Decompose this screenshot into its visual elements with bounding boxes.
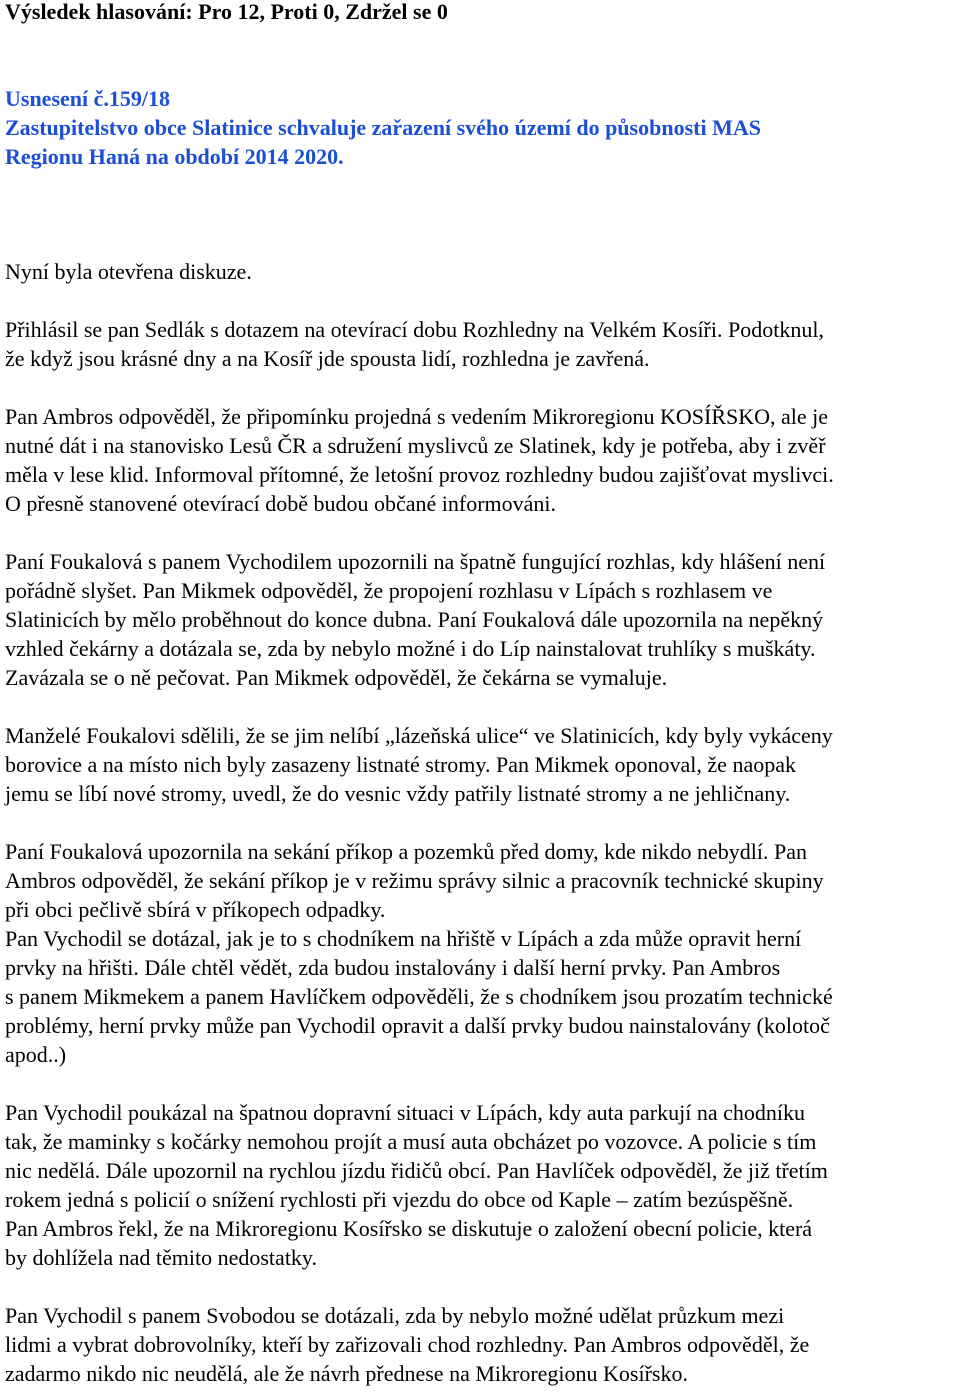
discussion-paragraph (5, 721, 958, 808)
paragraph-line: lidmi a vybrat dobrovolníky, kteří by zařizovali chod rozhledny. Pan Ambros odpověděl, že (5, 1332, 810, 1357)
paragraph-line: že když jsou krásné dny a na Kosíř jde spousta lidí, rozhledna je zavřená. (5, 346, 650, 371)
paragraph-line: vzhled čekárny a dotázala se, zda by nebylo možné i do Líp nainstalovat truhlíky s muškáty. (5, 636, 816, 661)
paragraph-line: nic nedělá. Dále upozornil na rychlou jízdu řidičů obcí. Pan Havlíček odpověděl, že již třetím (5, 1158, 828, 1183)
discussion-paragraph (5, 315, 958, 373)
paragraph-line: Pan Vychodil poukázal na špatnou dopravní situaci v Lípách, kdy auta parkují na chodníku (5, 1100, 805, 1125)
paragraph-gap (5, 518, 958, 547)
paragraph-gap (5, 373, 958, 402)
paragraph-line: s panem Mikmekem a panem Havlíčkem odpověděli, že s chodníkem jsou prozatím technické (5, 984, 833, 1009)
paragraph-line: Paní Foukalová s panem Vychodilem upozornili na špatně fungující rozhlas, kdy hlášení není (5, 549, 826, 574)
paragraph-line: Manželé Foukalovi sdělili, že se jim nelíbí „lázeňská ulice“ ve Slatinicích, kdy byly vykáceny (5, 723, 833, 748)
discussion-text (5, 257, 958, 1388)
discussion-paragraph (5, 402, 958, 518)
paragraph-line: Pan Ambros řekl, že na Mikroregionu Kosířsko se diskutuje o založení obecní policie, která (5, 1216, 813, 1241)
resolution-block (5, 84, 925, 171)
paragraph-line: by dohlížela nad těmito nedostatky. (5, 1245, 317, 1270)
paragraph-line: problémy, herní prvky může pan Vychodil opravit a další prvky budou nainstalovány (kolotoč (5, 1013, 830, 1038)
vote-result: Výsledek hlasování: Pro 12, Proti 0, Zdržel se 0 (5, 0, 448, 24)
discussion-paragraph (5, 1098, 958, 1272)
paragraph-line: Přihlásil se pan Sedlák s dotazem na otevírací dobu Rozhledny na Velkém Kosíři. Podotknul, (5, 317, 824, 342)
discussion-paragraph (5, 547, 958, 692)
resolution-number: Usnesení č.159/18 (5, 86, 170, 111)
paragraph-line: nutné dát i na stanovisko Lesů ČR a sdružení myslivců ze Slatinek, kdy je potřeba, aby i zvěř (5, 433, 826, 458)
paragraph-line: tak, že maminky s kočárky nemohou projít a musí auta obcházet po vozovce. A policie s tím (5, 1129, 817, 1154)
paragraph-line: zadarmo nikdo nic neudělá, ale že návrh přednese na Mikroregionu Kosířsko. (5, 1361, 688, 1386)
paragraph-line: Zavázala se o ně pečovat. Pan Mikmek odpověděl, že čekárna se vymaluje. (5, 665, 668, 690)
paragraph-line: apod..) (5, 1042, 67, 1067)
paragraph-line: Pan Vychodil se dotázal, jak je to s chodníkem na hřiště v Lípách a zda může opravit herní (5, 926, 802, 951)
paragraph-gap (5, 1272, 958, 1301)
resolution-text-line-2: Regionu Haná na období 2014 2020. (5, 144, 344, 169)
paragraph-line: prvky na hřišti. Dále chtěl vědět, zda budou instalovány i další herní prvky. Pan Ambros (5, 955, 781, 980)
paragraph-line: měla v lese klid. Informoval přítomné, že letošní provoz rozhledny budou zajišťovat myslivci. (5, 462, 834, 487)
paragraph-line: borovice a na místo nich byly zasazeny listnaté stromy. Pan Mikmek oponoval, že naopak (5, 752, 796, 777)
paragraph-gap (5, 1069, 958, 1098)
paragraph-line: pořádně slyšet. Pan Mikmek odpověděl, že propojení rozhlasu v Lípách s rozhlasem ve (5, 578, 773, 603)
paragraph-line: Slatinicích by mělo proběhnout do konce dubna. Paní Foukalová dále upozornila na nepěkný (5, 607, 824, 632)
discussion-paragraph (5, 257, 958, 286)
paragraph-gap (5, 808, 958, 837)
paragraph-line: Pan Ambros odpověděl, že připomínku projedná s vedením Mikroregionu KOSÍŘSKO, ale je (5, 404, 829, 429)
paragraph-line: Nyní byla otevřena diskuze. (5, 259, 252, 284)
paragraph-line: O přesně stanovené otevírací době budou občané informováni. (5, 491, 557, 516)
paragraph-line: jemu se líbí nové stromy, uvedl, že do vesnic vždy patřily listnaté stromy a ne jehličnany. (5, 781, 791, 806)
resolution-text-line-1: Zastupitelstvo obce Slatinice schvaluje zařazení svého území do působnosti MAS (5, 115, 761, 140)
paragraph-line: Paní Foukalová upozornila na sekání příkop a pozemků před domy, kde nikdo nebydlí. Pan (5, 839, 808, 864)
discussion-paragraph (5, 837, 958, 1069)
paragraph-line: Ambros odpověděl, že sekání příkop je v režimu správy silnic a pracovník technické skupiny (5, 868, 824, 893)
paragraph-gap (5, 692, 958, 721)
discussion-paragraph (5, 1301, 958, 1388)
paragraph-line: rokem jedná s policií o snížení rychlosti při vjezdu do obce od Kaple – zatím bezúspěšně. (5, 1187, 794, 1212)
paragraph-line: Pan Vychodil s panem Svobodou se dotázali, zda by nebylo možné udělat průzkum mezi (5, 1303, 785, 1328)
paragraph-line: při obci pečlivě sbírá v příkopech odpadky. (5, 897, 386, 922)
paragraph-gap (5, 286, 958, 315)
